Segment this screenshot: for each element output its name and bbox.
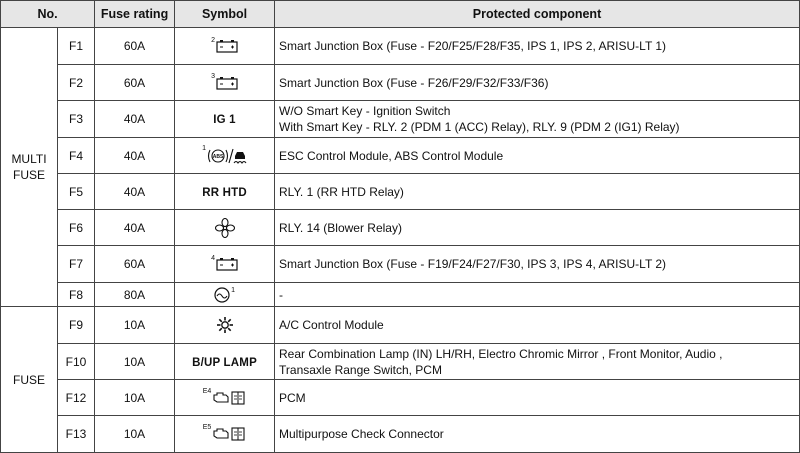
fuse-rating: 40A (95, 210, 175, 246)
engine-manual-icon (212, 390, 246, 406)
fuse-symbol (175, 416, 275, 453)
fuse-rating: 80A (95, 283, 175, 307)
table-row (1, 283, 800, 307)
abs-esc-icon (207, 147, 247, 165)
fuse-number: F7 (58, 246, 95, 283)
fuse-symbol (175, 101, 275, 138)
fuse-rating: 40A (95, 101, 175, 138)
fuse-number: F13 (58, 416, 95, 453)
fuse-number: F10 (58, 344, 95, 380)
symbol-text: RR HTD (202, 186, 247, 199)
protected-component (275, 246, 800, 283)
symbol-superscript: 2 (211, 36, 215, 44)
fuse-number: F12 (58, 380, 95, 416)
engine-manual-icon (212, 426, 246, 442)
fuse-rating: 60A (95, 28, 175, 65)
fuse-rating: 10A (95, 307, 175, 344)
symbol-superscript: 4 (211, 254, 215, 262)
protected-component (275, 28, 800, 65)
symbol-superscript: E4 (202, 387, 212, 395)
symbol-superscript: 1 (231, 286, 235, 294)
header-symbol: Symbol (175, 1, 275, 28)
component-line: With Smart Key - RLY. 2 (PDM 1 (ACC) Relay), RLY. 9 (PDM 2 (IG1) Relay) (279, 120, 680, 134)
protected-component (275, 283, 800, 307)
fuse-symbol (175, 380, 275, 416)
battery-icon (216, 76, 238, 90)
table-row (1, 210, 800, 246)
protected-component (275, 344, 800, 380)
fuse-rating: 10A (95, 344, 175, 380)
group-label-line: MULTI (11, 152, 47, 166)
component-line: W/O Smart Key - Ignition Switch (279, 104, 451, 118)
component-line: Smart Junction Box (Fuse - F26/F29/F32/F33/F36) (279, 75, 549, 90)
fuse-symbol (175, 174, 275, 210)
table-row (1, 416, 800, 453)
group-fuse (1, 307, 58, 453)
component-line: Rear Combination Lamp (IN) LH/RH, Electro Chromic Mirror , Front Monitor, Audio , (279, 346, 723, 361)
battery-icon (216, 39, 238, 53)
fuse-number: F9 (58, 307, 95, 344)
component-line: Smart Junction Box (Fuse - F20/F25/F28/F35, IPS 1, IPS 2, ARISU-LT 1) (279, 39, 667, 53)
ac-snowflake-icon (216, 316, 234, 334)
header-no: No. (1, 1, 95, 28)
fuse-rating: 10A (95, 416, 175, 453)
fuse-rating: 40A (95, 138, 175, 174)
fuse-rating: 60A (95, 65, 175, 101)
fuse-symbol (175, 283, 275, 307)
component-line: Multipurpose Check Connector (279, 427, 444, 441)
fuse-number: F3 (58, 101, 95, 138)
fuse-number: F6 (58, 210, 95, 246)
header-fuse-rating: Fuse rating (95, 1, 175, 28)
symbol-text: IG 1 (213, 114, 236, 126)
protected-component (275, 210, 800, 246)
protected-component (275, 65, 800, 101)
group-multi-fuse (1, 28, 58, 307)
fuse-symbol (175, 210, 275, 246)
battery-icon (216, 257, 238, 271)
symbol-superscript: 3 (211, 73, 215, 81)
group-label-line: FUSE (12, 168, 45, 182)
table-header-row (1, 1, 800, 28)
component-line: - (279, 287, 284, 302)
fuse-number: F8 (58, 283, 95, 307)
abs-icon-label: ABS (212, 153, 224, 160)
protected-component (275, 138, 800, 174)
header-protected-component: Protected component (275, 1, 800, 28)
symbol-superscript: 1 (202, 144, 206, 152)
protected-component (275, 101, 800, 138)
component-line: Smart Junction Box (Fuse - F19/F24/F27/F30, IPS 3, IPS 4, ARISU-LT 2) (279, 257, 667, 271)
component-line: RLY. 1 (RR HTD Relay) (279, 184, 404, 199)
component-line: ESC Control Module, ABS Control Module (279, 148, 504, 163)
alternator-icon (213, 286, 231, 304)
table-row (1, 65, 800, 101)
fuse-symbol (175, 307, 275, 344)
fuse-symbol (175, 138, 275, 174)
symbol-superscript: E5 (202, 424, 212, 431)
component-line: A/C Control Module (279, 318, 384, 332)
table-row (1, 344, 800, 380)
fuse-number: F4 (58, 138, 95, 174)
fuse-rating: 40A (95, 174, 175, 210)
fuse-symbol (175, 344, 275, 380)
blower-fan-icon (215, 218, 235, 238)
fuse-symbol (175, 246, 275, 283)
fuse-symbol (175, 28, 275, 65)
table-row (1, 380, 800, 416)
protected-component (275, 174, 800, 210)
fuse-symbol (175, 65, 275, 101)
fuse-rating: 10A (95, 380, 175, 416)
symbol-text: B/UP LAMP (192, 356, 257, 369)
table-row (1, 138, 800, 174)
component-line: PCM (279, 390, 306, 405)
table-row (1, 246, 800, 283)
table-row (1, 28, 800, 65)
table-row (1, 307, 800, 344)
fuse-number: F1 (58, 28, 95, 65)
component-line: RLY. 14 (Blower Relay) (279, 220, 402, 235)
group-label-line: FUSE (12, 372, 45, 387)
fuse-number: F5 (58, 174, 95, 210)
fuse-rating: 60A (95, 246, 175, 283)
fuse-number: F2 (58, 65, 95, 101)
protected-component (275, 307, 800, 344)
protected-component (275, 380, 800, 416)
component-line: Transaxle Range Switch, PCM (279, 362, 442, 377)
table-row (1, 174, 800, 210)
protected-component (275, 416, 800, 453)
table-row (1, 101, 800, 138)
